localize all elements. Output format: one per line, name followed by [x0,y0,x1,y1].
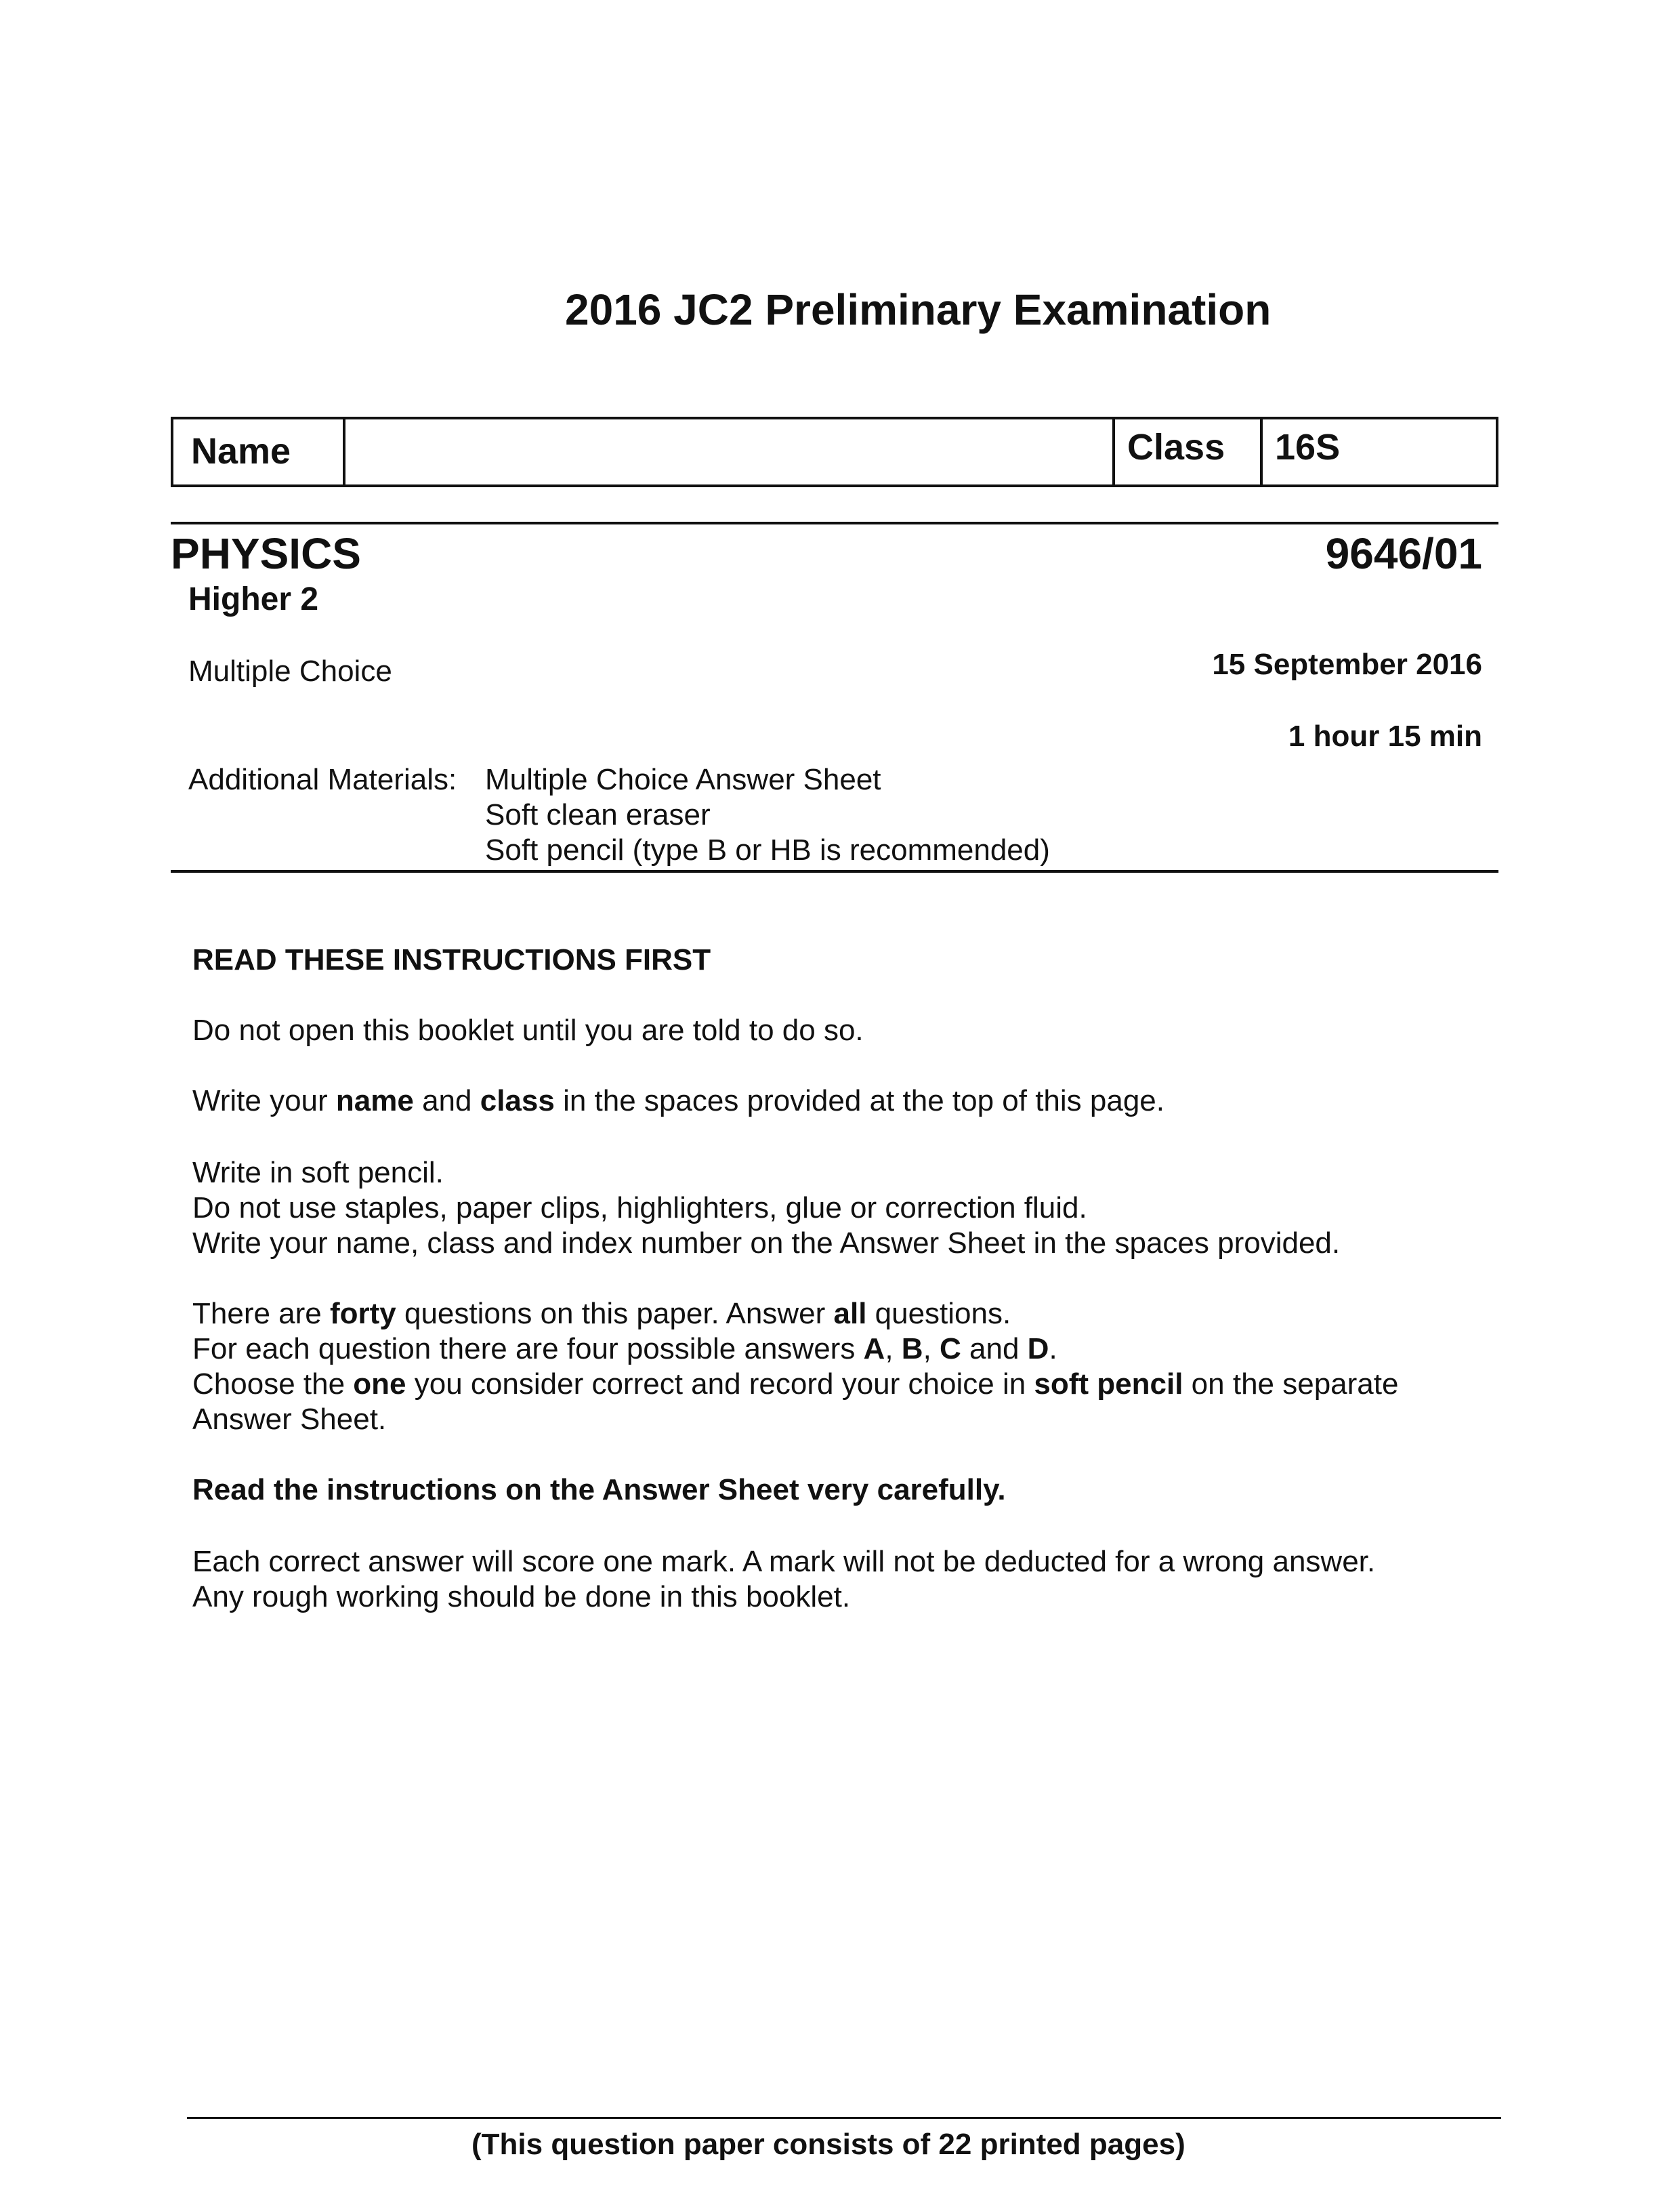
instruction-line: Do not use staples, paper clips, highlighters, glue or correction fluid. [192,1191,1087,1224]
text-segment: , [923,1332,940,1365]
text-segment: . [1049,1332,1057,1365]
subject-name: PHYSICS [171,529,361,578]
instructions-heading: READ THESE INSTRUCTIONS FIRST [192,943,711,976]
instruction-line: Do not open this booklet until you are told to do so. [192,1014,864,1047]
instruction-line: Write in soft pencil. [192,1156,444,1189]
exam-duration: 1 hour 15 min [1288,720,1482,753]
bold-term: all [833,1297,867,1330]
footer-rule [187,2117,1501,2119]
instruction-line: Answer Sheet. [192,1403,387,1436]
materials-rule [171,870,1498,873]
bold-term: one [353,1367,406,1401]
material-item: Soft pencil (type B or HB is recommended) [485,833,1050,867]
materials-label: Additional Materials: [188,763,457,796]
text-segment: Choose the [192,1367,354,1401]
instruction-line: Any rough working should be done in this booklet. [192,1580,851,1613]
instruction-line [192,1084,1164,1118]
paper-type: Multiple Choice [188,655,392,688]
bold-term: class [480,1084,555,1117]
paper-code: 9646/01 [1325,529,1482,578]
class-value-divider [1260,419,1263,484]
answer-option: C [940,1332,961,1365]
name-label: Name [191,431,291,472]
answer-option: A [863,1332,885,1365]
text-segment: you consider correct and record your choice in [406,1367,1034,1401]
text-segment: on the separate [1183,1367,1399,1401]
bold-term: forty [329,1297,396,1330]
text-segment: There are [192,1297,330,1330]
answer-option: B [901,1332,923,1365]
text-segment: , [885,1332,902,1365]
page-count-note: (This question paper consists of 22 printed pages) [471,2128,1185,2161]
instruction-line [192,1332,1057,1366]
class-label: Class [1127,427,1225,468]
class-divider [1112,419,1115,484]
instruction-line [192,1297,1011,1331]
instruction-line: Write your name, class and index number on the Answer Sheet in the spaces provided. [192,1226,1341,1260]
text-segment: and [961,1332,1028,1365]
instruction-line [192,1367,1398,1401]
header-rule [171,522,1498,524]
exam-title: 2016 JC2 Preliminary Examination [565,285,1272,334]
student-details-table [171,417,1498,487]
material-item: Multiple Choice Answer Sheet [485,763,881,796]
text-segment: Write your [192,1084,336,1117]
text-segment: in the spaces provided at the top of this page. [554,1084,1164,1117]
instruction-line: Read the instructions on the Answer Sheet very carefully. [192,1473,1006,1506]
text-segment: For each question there are four possible answers [192,1332,864,1365]
material-item: Soft clean eraser [485,798,711,831]
bold-term: soft pencil [1034,1367,1183,1401]
paper-level: Higher 2 [188,581,319,617]
bold-term: name [335,1084,414,1117]
answer-option: D [1027,1332,1049,1365]
text-segment: and [413,1084,480,1117]
instruction-line: Each correct answer will score one mark. A mark will not be deducted for a wrong answer. [192,1545,1376,1578]
text-segment: questions. [866,1297,1011,1330]
text-segment: questions on this paper. Answer [396,1297,834,1330]
class-value: 16S [1275,427,1341,468]
exam-date: 15 September 2016 [1212,648,1482,681]
